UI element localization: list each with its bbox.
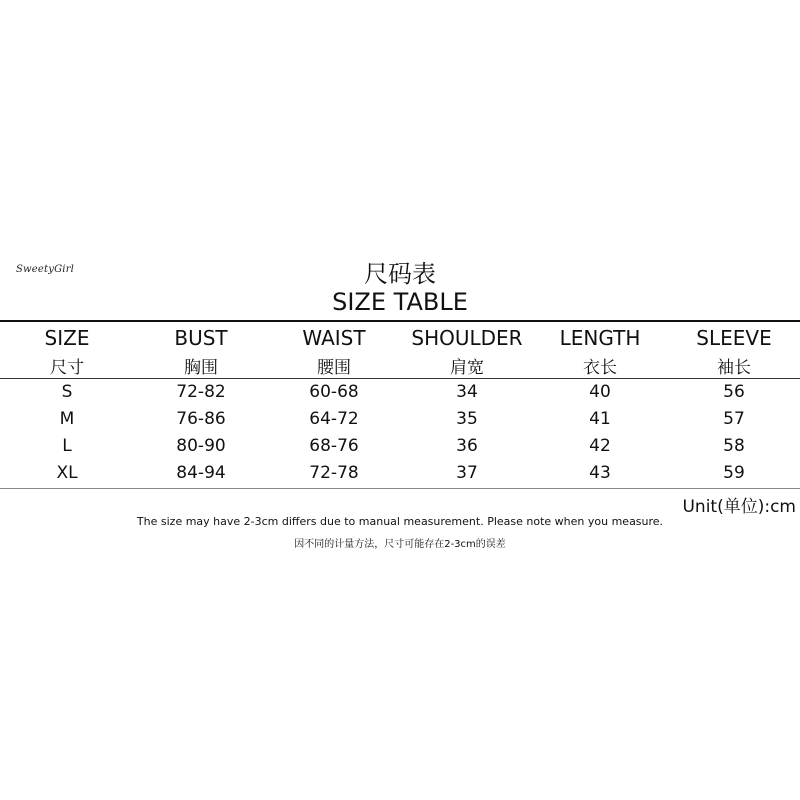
table-cell: 84-94 [176,463,226,483]
table-cell: 42 [589,436,611,456]
header-bust-cn: 胸围 [184,358,218,378]
header-divider [0,378,800,379]
header-waist-cn: 腰围 [317,358,351,378]
header-length-cn: 衣长 [583,358,617,378]
table-cell: 68-76 [309,436,359,456]
unit-label: Unit(单位):cm [682,497,796,517]
header-shoulder: SHOULDER [411,326,523,350]
brand-logo: SweetyGirl [16,264,75,275]
table-cell: XL [56,463,78,483]
table-bottom-rule [0,488,800,489]
table-cell: 58 [723,436,745,456]
page-title-en: SIZE TABLE [332,288,468,316]
header-sleeve-cn: 袖长 [717,358,751,378]
table-cell: 43 [589,463,611,483]
table-cell: 64-72 [309,409,359,429]
table-cell: 60-68 [309,382,359,402]
table-cell: L [62,436,72,456]
table-cell: 41 [589,409,611,429]
table-cell: 56 [723,382,745,402]
header-bust: BUST [174,326,228,350]
measurement-note-en: The size may have 2-3cm differs due to manual measurement. Please note when you measure. [136,515,664,528]
table-cell: 72-78 [309,463,359,483]
header-sleeve: SLEEVE [696,326,772,350]
table-cell: 34 [456,382,478,402]
table-cell: S [61,382,73,402]
table-cell: 40 [589,382,611,402]
page-title-cn: 尺码表 [364,260,436,288]
header-length: LENGTH [559,326,641,350]
table-cell: M [59,409,75,429]
header-size-cn: 尺寸 [50,358,84,378]
header-waist: WAIST [302,326,366,350]
table-cell: 80-90 [176,436,226,456]
table-cell: 72-82 [176,382,226,402]
table-cell: 57 [723,409,745,429]
table-top-rule [0,320,800,322]
header-size: SIZE [44,326,90,350]
table-cell: 76-86 [176,409,226,429]
table-cell: 35 [456,409,478,429]
header-shoulder-cn: 肩宽 [450,358,484,378]
measurement-note-cn: 因不同的计量方法，尺寸可能存在2-3cm的误差 [294,539,506,550]
table-cell: 37 [456,463,478,483]
table-cell: 59 [723,463,745,483]
table-cell: 36 [456,436,478,456]
